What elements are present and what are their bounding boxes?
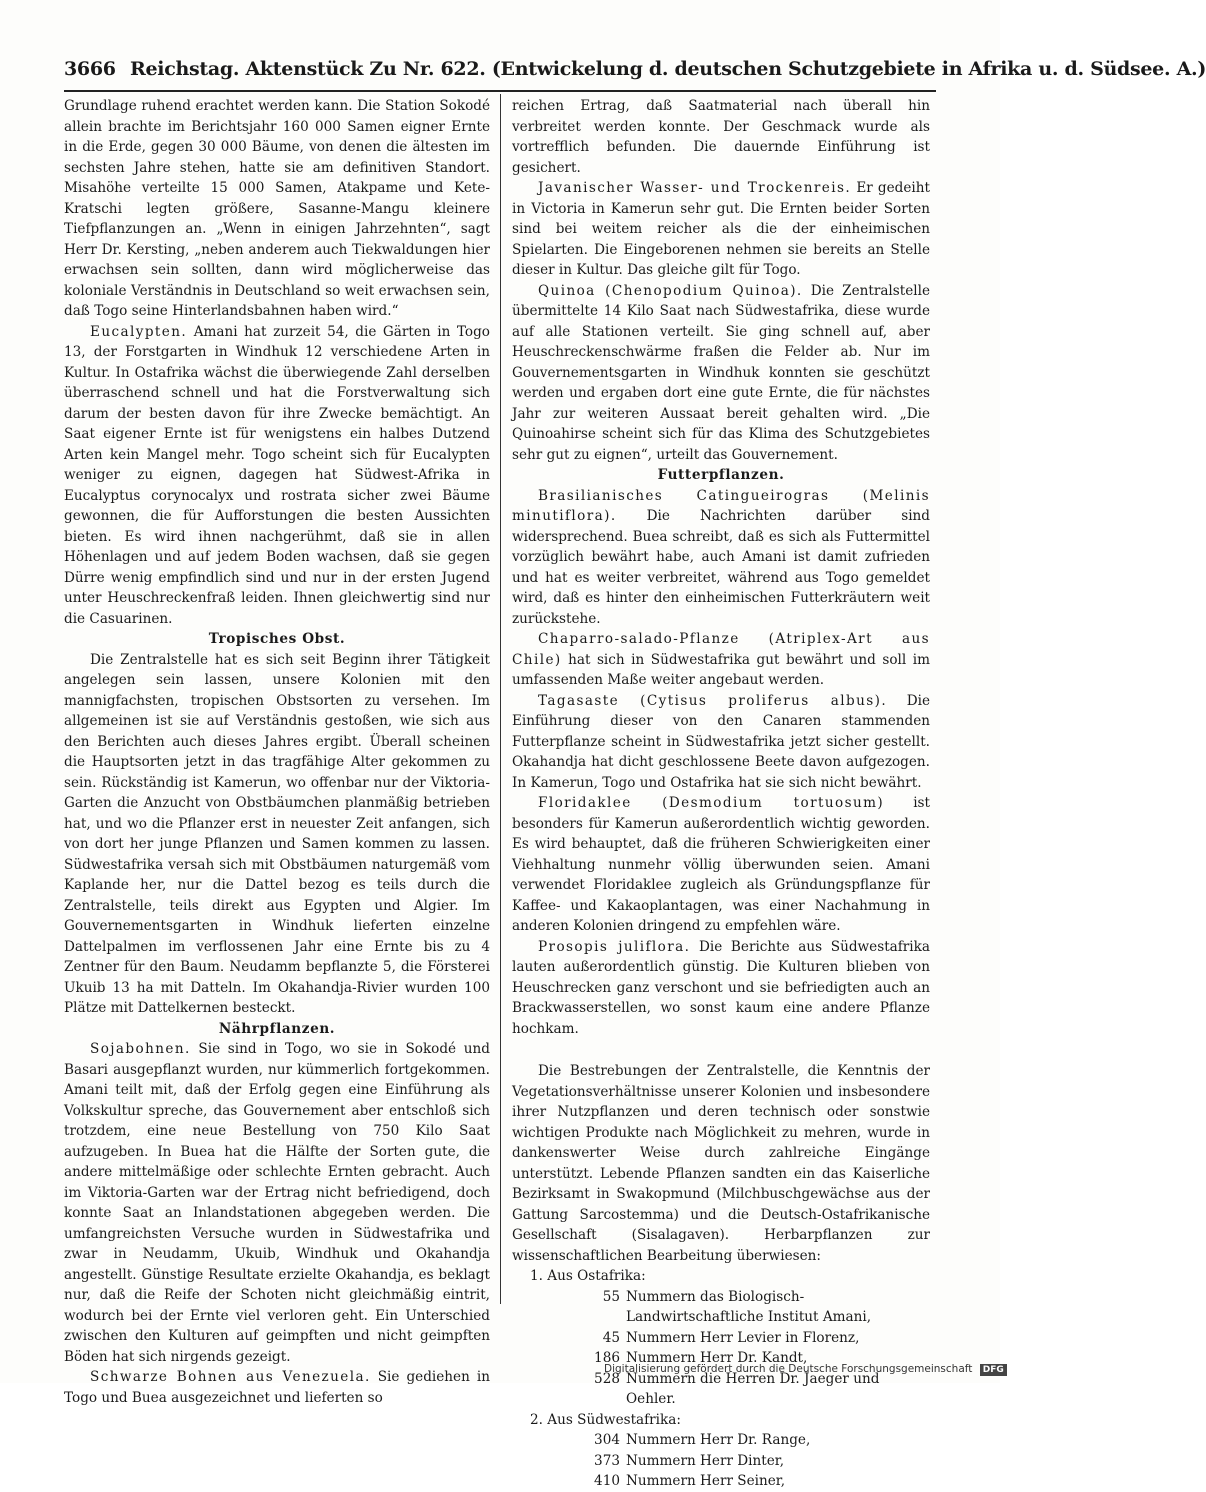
paragraph-text: Die Berichte aus Südwestafrika lauten außerordentlich günstig. Die Kulturen blieben von Heuschrecken ganz verschont und sie befriedigten auch an Brackwasserstellen, wo sonst kaum eine andere Pflanze hochkam. (512, 938, 930, 1037)
paragraph (64, 1039, 490, 1367)
item-count: 186 (594, 1350, 620, 1366)
term: Chaparro-salado-Pflanze (Atriplex-Art aus Chile) (512, 631, 930, 668)
term: Floridaklee (Desmodium tortuosum) (538, 795, 885, 811)
term: Brasilianisches Catingueirogras (Melinis minutiflora). (512, 487, 930, 524)
header-title: Reichstag. Aktenstück Zu Nr. 622. (Entwickelung d. deutschen Schutzgebiete in Afrika u. d. Südsee. A.) (130, 58, 1206, 80)
item-count: 410 (594, 1473, 620, 1489)
term: Javanischer Wasser- und Trockenreis. (538, 180, 852, 196)
paragraph: Grundlage ruhend erachtet werden kann. Die Station Sokodé allein brachte im Berichtsjahr 160 000 Samen eigner Ernte in die Erde, gegen 30 000 Bäume, von denen die ältesten im sechsten Jahre stehen, hatte sie am definitiven Standort. Misahöhe verteilte 15 000 Samen, Atakpame und Kete-Kratschi legten größere, Sasanne-Mangu kleinere Tiefpflanzungen an. „Wenn in einigen Jahrzehnten“, sagt Herr Dr. Kersting, „neben anderem auch Tiekwaldungen hier erwachsen sein sollten, dann wird möglicherweise das koloniale Verständnis in Deutschland so weit erwachsen sein, daß Togo seine Hinterlandsbahnen haben wird.“ (64, 98, 490, 319)
list-item (512, 1451, 930, 1472)
paragraph (64, 322, 490, 630)
paragraph-text: Sie sind in Togo, wo sie in Sokodé und Basari ausgepflanzt wurden, nur kümmerlich fortgekommen. Amani teilt mit, daß der Erfolg gegen eine Einführung als Volkskultur spreche, das Gouvernement aber entschloß sich trotzdem, eine neue Bestellung von 750 Kilo Saat aufzugeben. In Buea hat die Hälfte der Sorten gute, die andere mittelmäßige oder schlechte Ernten gebracht. Auch im Viktoria-Garten war der Ertrag nicht befriedigend, doch konnte Saat an Inlandstationen abgegeben werden. Die umfangreichsten Versuche wurden in Südwestafrika und zwar in Neudamm, Ukuib, Windhuk und Okahandja angestellt. Günstige Resultate erzielte Okahandja, es beklagt nur, daß die Reife der Schoten nicht gleichmäßig eintrit, wodurch bei der Ernte viel verloren geht. Ein Unterschied zwischen den Kulturen auf geimpften und nicht geimpften Böden hat sich nirgends gezeigt. (64, 1041, 490, 1365)
section-heading: Nährpflanzen. (218, 1020, 336, 1037)
item-text: Nummern das Biologisch-Landwirtschaftliche Institut Amani, (626, 1288, 872, 1325)
paragraph: reichen Ertrag, daß Saatmaterial nach überall hin verbreitet werden konnte. Der Geschmack wurde als vortrefflich befunden. Die dauernde Einführung ist gesichert. (512, 98, 930, 176)
item-text: Nummern Herr Dr. Kandt, (626, 1350, 808, 1366)
paragraph (512, 937, 930, 1040)
item-text: Nummern Herr Levier in Florenz, (626, 1329, 860, 1346)
paragraph: Die Bestrebungen der Zentralstelle, die Kenntnis der Vegetationsverhältnisse unserer Kolonien und insbesondere ihrer Nutzpflanzen und deren technisch oder sonstwie wichtigen Produkte nach Möglichkeit zu mehren, wurde in dankenswerter Weise durch zahlreiche Eingänge unterstützt. Lebende Pflanzen sandten ein das Kaiserliche Bezirksamt in Swakopmund (Milchbuschgewächse aus der Gattung Sarcostemma) und die Deutsch-Ostafrikanische Gesellschaft (Sisalagaven). Herbarpflanzen zur wissenschaftlichen Bearbeitung überwiesen: (512, 1063, 930, 1264)
term: Tagasaste (Cytisus proliferus albus). (538, 692, 888, 709)
page-number: 3666 (64, 58, 116, 80)
item-count: 304 (594, 1432, 620, 1448)
herbarium-list (512, 1266, 930, 1492)
paragraph-text: Sie gediehen in Togo und Buea ausgezeichnet und lieferten so (64, 1369, 490, 1406)
column-divider (500, 94, 501, 1304)
paragraph-text: Die Nachrichten darüber sind widersprechend. Buea schreibt, daß es sich als Futtermittel vorzüglich bewährt habe, auch Amani ist damit zufrieden und hat es weiter verbreitet, während aus Togo gemeldet wird, daß es hinter den einheimischen Futterkräutern weit zurückstehe. (512, 508, 930, 627)
term: Quinoa (Chenopodium Quinoa). (538, 282, 803, 299)
paragraph-text: ist besonders für Kamerun außerordentlich wichtig geworden. Es wird behauptet, daß die früheren Schwierigkeiten einer Viehhaltung nunmehr völlig überwunden seien. Amani verwendet Floridaklee zugleich als Gründungspflanze für Kaffee- und Kakaoplantagen, was einer Nachahmung in anderen Kolonien dringend zu empfehlen wäre. (512, 795, 930, 934)
paragraph (512, 691, 930, 794)
header-rule (64, 90, 936, 92)
section-heading: Tropisches Obst. (208, 631, 346, 647)
item-text: Nummern die Herren Dr. Jaeger und Oehler. (626, 1370, 880, 1407)
item-text: Nummern Herr Dinter, (626, 1452, 785, 1469)
item-count: 45 (602, 1329, 620, 1346)
item-text: Nummern Herr Dr. Range, (626, 1432, 811, 1448)
paragraph-text: Amani hat zurzeit 54, die Gärten in Togo 13, der Forstgarten in Windhuk 12 verschiedene Arten in Kultur. In Ostafrika wächst die überwiegende Zahl derselben überraschend schnell und hat die Forstverwaltung sich darum der besten davon für ihre Zwecke bemächtigt. An Saat eigener Ernte ist für wenigstens ein halbes Dutzend Arten kein Mangel mehr. Togo scheint sich für Eucalypten weniger zu eignen, dagegen hat Südwest-Afrika in Eucalyptus corynocalyx und rostrata sicher zwei Bäume gewonnen, die für Aufforstungen die besten Aussichten bieten. Es wird ihnen nachgerühmt, daß sie in allen Höhenlagen und auf jedem Boden wachsen, daß sie gegen Dürre wenig empfindlich sind und nur in der ersten Jugend unter Heuschreckenfraß leiden. Ihnen gleichwertig sind nur die Casuarinen. (64, 323, 490, 627)
item-count: 528 (594, 1370, 620, 1387)
section-heading: Futterpflanzen. (657, 467, 785, 483)
list-item (512, 1471, 930, 1492)
paragraph (512, 281, 930, 466)
paragraph (512, 629, 930, 691)
dfg-logo: DFG (980, 1364, 1007, 1376)
list-group-label: 1. Aus Ostafrika: (530, 1268, 646, 1284)
left-column (64, 96, 490, 1406)
paragraph (512, 178, 930, 281)
paragraph-text: Die Einführung dieser von den Canaren stammenden Futterpflanze scheint in Südwestafrika jetzt sicher gestellt. Okahandja hat dicht geschlossene Beete davon aufgezogen. In Kamerun, Togo und Ostafrika hat sie sich nicht bewährt. (512, 692, 930, 791)
list-group-label: 2. Aus Südwestafrika: (530, 1411, 681, 1428)
spacer (512, 1039, 930, 1061)
paragraph: Die Zentralstelle hat es sich seit Beginn ihrer Tätigkeit angelegen sein lassen, unsere Kolonien mit den mannigfachsten, tropischen Obstsorten zu versehen. Im allgemeinen ist sie auf Verständnis gestoßen, wie sich aus den Berichten auch dieses Jahres ergibt. Überall scheinen die Hauptsorten jetzt in das tragfähige Alter gekommen zu sein. Rückständig ist Kamerun, wo offenbar nur der Viktoria-Garten die Anzucht von Obstbäumchen planmäßig betrieben hat, und wo die Pflanzer erst in neuester Zeit anfangen, sich von dort her junge Pflanzen und Samen kommen zu lassen. Südwestafrika versah sich mit Obstbäumen naturgemäß vom Kaplande her, nur die Dattel bezog es teils durch die Zentralstelle, teils direkt aus Egypten und Algier. Im Gouvernementsgarten in Windhuk lieferten einzelne Dattelpalmen im verflossenen Jahr eine Ernte bis zu 4 Zentner für den Baum. Neudamm bepflanzte 5, die Försterei Ukuib 13 ha mit Datteln. Im Okahandja-Rivier wurden 100 Plätze mit Dattelkernen besteckt. (64, 651, 490, 1016)
term: Schwarze Bohnen aus Venezuela. (90, 1369, 371, 1385)
paragraph-text: Er gedeiht in Victoria in Kamerun sehr gut. Die Ernten beider Sorten sind bei weitem reicher als die der einheimischen Spielarten. Die Eingeborenen nehmen sie bereits an Stelle dieser in Kultur. Das gleiche gilt für Togo. (512, 180, 930, 278)
term: Prosopis juliflora. (538, 938, 691, 955)
credit-text: Digitalisierung gefördert durch die Deutsche Forschungsgemeinschaft (604, 1363, 973, 1375)
item-count: 373 (594, 1452, 620, 1469)
item-count: 55 (602, 1288, 620, 1305)
page-header (64, 58, 1206, 88)
paragraph (512, 793, 930, 937)
list-item (512, 1430, 930, 1451)
paragraph-text: Die Zentralstelle übermittelte 14 Kilo Saat nach Südwestafrika, diese wurde auf alle Stationen verteilt. Sie ging schnell auf, aber Heuschreckenschwärme fraßen die Felder ab. Nur im Gouvernementsgarten in Windhuk konnten sie geschützt werden und ergaben dort eine gute Ernte, die für nächstes Jahr zur weiteren Aussaat bereit gehalten wird. „Die Quinoahirse scheint sich für das Klima des Schutzgebietes sehr gut zu eignen“, urteilt das Gouvernement. (512, 282, 931, 463)
list-item (512, 1328, 930, 1349)
item-text: Nummern Herr Seiner, (626, 1473, 786, 1489)
paragraph-text: hat sich in Südwestafrika gut bewährt und soll im umfassenden Maße weiter angebaut werden. (512, 651, 930, 688)
digitization-credit (604, 1363, 1004, 1377)
paragraph (512, 486, 930, 630)
paragraph (64, 1367, 490, 1408)
term: Sojabohnen. (90, 1041, 191, 1057)
list-item (512, 1287, 930, 1328)
term: Eucalypten. (90, 323, 188, 340)
